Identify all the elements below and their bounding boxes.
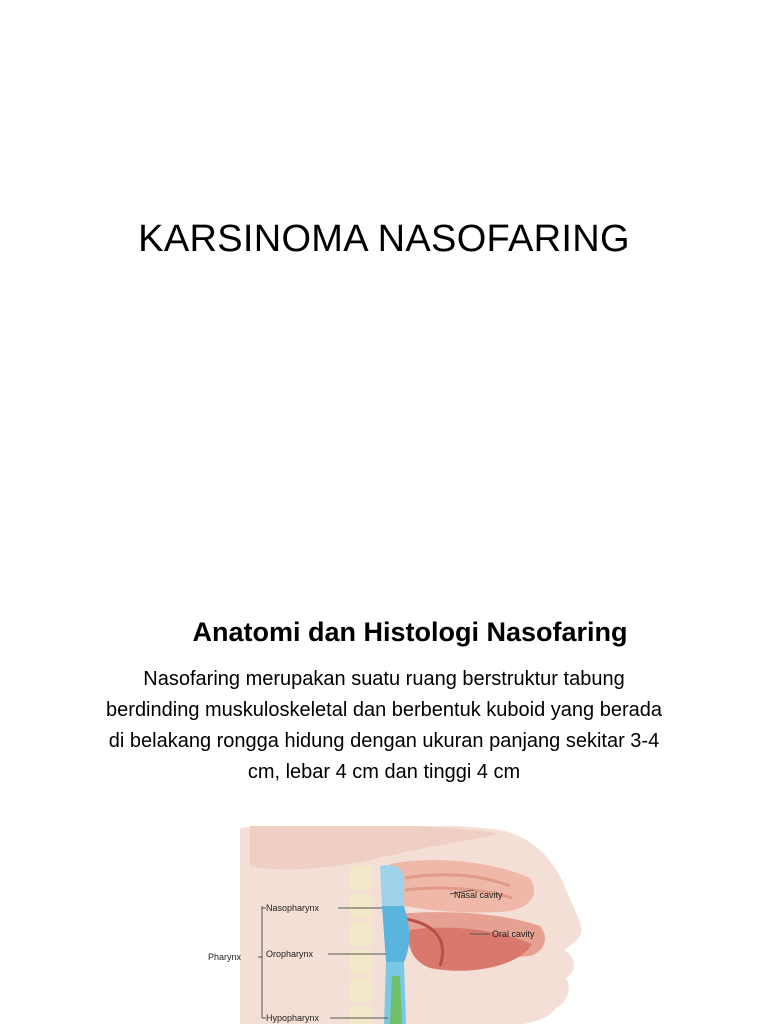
label-hypopharynx: Hypopharynx (266, 1013, 320, 1023)
anatomy-illustration (200, 826, 620, 1024)
slide-title: KARSINOMA NASOFARING (138, 218, 630, 260)
label-nasal-cavity: Nasal cavity (454, 890, 503, 900)
body-line: berdinding muskuloskeletal dan berbentuk kuboid yang berada (106, 699, 662, 721)
oropharynx-region (382, 906, 409, 962)
nasopharynx-region (380, 865, 404, 911)
section-body (30, 664, 738, 788)
label-pharynx: Pharynx (208, 952, 242, 962)
pharynx-anatomy-figure (200, 826, 620, 1024)
section-heading: Anatomi dan Histologi Nasofaring (192, 617, 628, 647)
body-line: cm, lebar 4 cm dan tinggi 4 cm (247, 761, 521, 783)
body-line: di belakang rongga hidung dengan ukuran panjang sekitar 3-4 (108, 730, 660, 752)
label-oropharynx: Oropharynx (266, 949, 314, 959)
label-oral-cavity: Oral cavity (492, 929, 535, 939)
body-line: Nasofaring merupakan suatu ruang berstruktur tabung (143, 668, 625, 690)
label-nasopharynx: Nasopharynx (266, 903, 320, 913)
